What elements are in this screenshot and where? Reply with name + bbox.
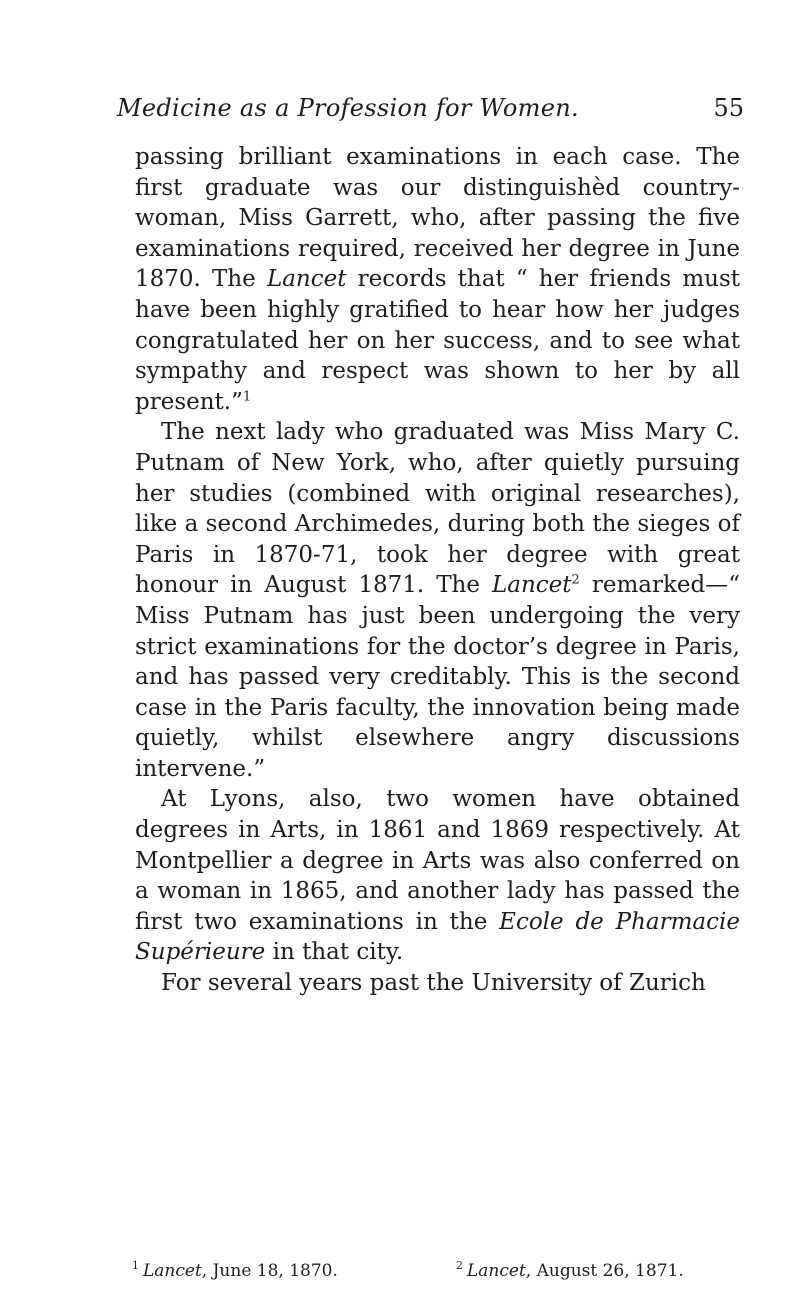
- ecole-title: Ecole de Pharmacie Supérieure: [135, 908, 740, 966]
- footnote-date: , June 18, 1870.: [201, 1261, 338, 1281]
- lancet-title: Lancet: [266, 266, 347, 293]
- paragraph-text: The next lady who graduated was Miss Mary C. Putnam of New York, who, after quietly pursuing her studies (combined with original researches), like a second Archimedes, during both the sieges of Paris in 1870-71, took her degree with great honour in August 1871. The: [135, 419, 740, 599]
- lancet-title: Lancet: [492, 572, 572, 599]
- paragraph-text: For several years past the University of Zurich: [161, 970, 706, 997]
- paragraph-putnam: [135, 417, 740, 784]
- page-number: 55: [713, 94, 744, 122]
- paragraph-text: At Lyons, also, two women have obtained degrees in Arts, in 1861 and 1869 respectively. At Montpellier a degree in Arts was also conferred on a woman in 1865, and another lady has passed the first two examinations in the: [135, 786, 740, 935]
- paragraph-text: in that city.: [265, 939, 404, 966]
- footnote-date: , August 26, 1871.: [525, 1261, 684, 1281]
- paragraph-text: records that “ her friends must have been highly gratified to hear how her judges congratulated her on her success, and to see what sympathy and respect was shown to her by all present.”: [135, 266, 740, 415]
- footnote-marker: 2: [456, 1259, 463, 1273]
- footnotes: [132, 1261, 744, 1287]
- paragraph-text: passing brilliant examinations in each case. The first graduate was our distinguishèd country-woman, Miss Garrett, who, after passing the five examinations required, received her degree in June 1870. The: [135, 144, 740, 293]
- footnote-reference: 2: [571, 572, 580, 588]
- paragraph-lyons: [135, 784, 740, 968]
- footnote-source: Lancet: [467, 1261, 526, 1281]
- footnote-2: [456, 1261, 684, 1281]
- running-head: [112, 94, 744, 134]
- paragraph-text: remarked—“ Miss Putnam has just been undergoing the very strict examinations for the doctor’s degree in Paris, and has passed very creditably. This is the second case in the Paris faculty, the innovation being made quietly, whilst elsewhere angry discussions intervene.”: [135, 572, 740, 782]
- footnote-reference: 1: [242, 389, 252, 405]
- paragraph-garrett: [135, 142, 740, 417]
- footnote-marker: 1: [132, 1259, 139, 1273]
- body-text: [135, 142, 740, 999]
- footnote-1: [132, 1261, 338, 1281]
- footnote-source: Lancet: [143, 1261, 202, 1281]
- running-title: Medicine as a Profession for Women.: [117, 94, 579, 122]
- paragraph-zurich: [135, 968, 740, 999]
